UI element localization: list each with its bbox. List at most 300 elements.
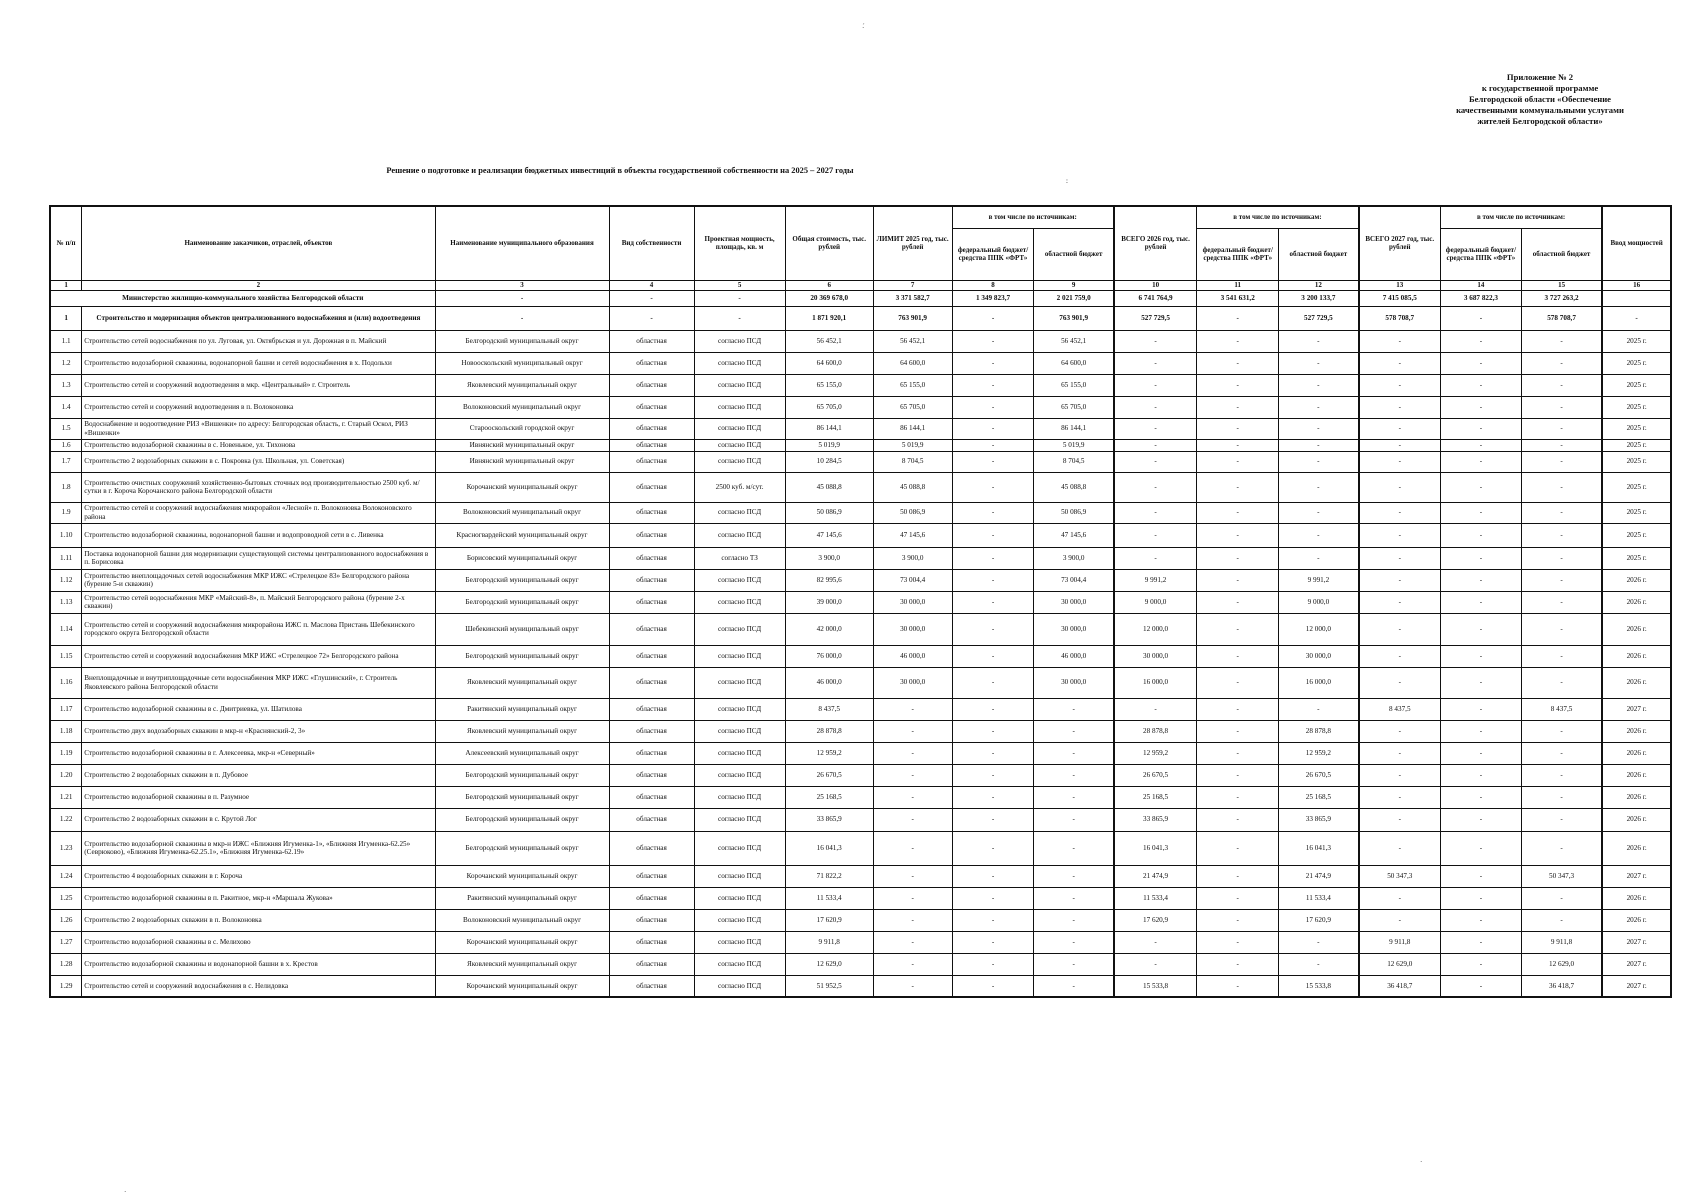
cell-municipality: Старооскольский городской округ [435,418,609,439]
cell-ownership: областная [609,352,694,374]
cell-capacity: согласно ПСД [694,569,785,591]
cell-ownership: областная [609,547,694,569]
cell-federal-2025: - [952,909,1034,931]
cell-total-2026: 28 878,8 [1114,720,1197,742]
cell-limit-2025: - [873,808,952,831]
cell-total-2027: - [1359,720,1441,742]
cell-regional-2026: - [1279,472,1359,502]
cell-municipality: Красногвардейский муниципальный округ [435,523,609,547]
cell-capacity: согласно ПСД [694,523,785,547]
cell-regional-2025: 65 705,0 [1034,396,1114,418]
cell-total-2026: 21 474,9 [1114,865,1197,887]
cell-regional-2025: 2 021 759,0 [1034,290,1114,306]
header-name: Наименование заказчиков, отраслей, объектов [82,206,435,280]
cell-federal-2027: - [1440,374,1521,396]
cell-no: 1.23 [50,831,82,865]
table-row [50,742,1671,764]
cell-total-2026: - [1114,698,1197,720]
cell-commissioning: 2025 г. [1602,502,1671,523]
cell-municipality: Белгородский муниципальный округ [435,808,609,831]
cell-total-2027: - [1359,374,1441,396]
cell-regional-2026: 28 878,8 [1279,720,1359,742]
cell-regional-2026: 12 000,0 [1279,613,1359,645]
cell-regional-2027: - [1521,831,1602,865]
cell-total-cost: 82 995,6 [785,569,873,591]
title-mark: : [1066,177,1068,185]
cell-capacity: согласно ПСД [694,786,785,808]
cell-no: 1.6 [50,439,82,451]
cell-total-2026: 15 533,8 [1114,975,1197,997]
cell-no: 1.8 [50,472,82,502]
cell-name: Строительство очистных сооружений хозяйственно-бытовых сточных вод производительностью 2500 куб. м/сутки в г. Короча Корочанского района Белгородской области [82,472,435,502]
header-federal-2025: федеральный бюджет/ средства ППК «ФРТ» [952,228,1034,280]
cell-name: Строительство внеплощадочных сетей водоснабжения МКР ИЖС «Стрелецкое 83» Белгородского района (бурение 5-и скважин) [82,569,435,591]
cell-regional-2026: - [1279,352,1359,374]
cell-name: Строительство сетей водоснабжения МКР «Майский-8», п. Майский Белгородского района (бурение 2-х скважин) [82,591,435,613]
cell-regional-2025: - [1034,953,1114,975]
header-capacity: Проектная мощность, площадь, кв. м [694,206,785,280]
cell-capacity: согласно ПСД [694,742,785,764]
cell-no: 1 [50,306,82,330]
cell-commissioning: 2025 г. [1602,396,1671,418]
header-sources-2026: в том числе по источникам: [1197,206,1359,228]
annex-line: к государственной программе [1481,83,1599,93]
cell-federal-2026: - [1197,396,1279,418]
cell-name: Строительство водозаборной скважины, водонапорной башни и сетей водоснабжения в х. Подольхи [82,352,435,374]
column-number: 3 [435,280,609,290]
cell-total-2026: - [1114,931,1197,953]
cell-municipality: Борисовский муниципальный округ [435,547,609,569]
cell-regional-2027: - [1521,909,1602,931]
cell-regional-2027: - [1521,418,1602,439]
cell-total-2026: - [1114,953,1197,975]
cell-total-cost: 28 878,8 [785,720,873,742]
cell-limit-2025: 46 000,0 [873,645,952,667]
cell-total-cost: 11 533,4 [785,887,873,909]
cell-federal-2025: - [952,418,1034,439]
cell-name: Строительство 2 водозаборных скважин в с. Покровка (ул. Школьная, ул. Советская) [82,451,435,472]
cell-regional-2027: - [1521,523,1602,547]
cell-commissioning: 2025 г. [1602,418,1671,439]
cell-commissioning: 2026 г. [1602,909,1671,931]
cell-name: Строительство водозаборной скважины в с. Дмитриевка, ул. Шатилова [82,698,435,720]
table-row [50,613,1671,645]
column-number: 7 [873,280,952,290]
cell-federal-2026: - [1197,569,1279,591]
cell-commissioning: 2027 г. [1602,698,1671,720]
cell-federal-2026: - [1197,502,1279,523]
cell-total-2026: 6 741 764,9 [1114,290,1197,306]
cell-name: Строительство 2 водозаборных скважин в п. Дубовое [82,764,435,786]
cell-federal-2026: - [1197,613,1279,645]
header-regional-2026: областной бюджет [1279,228,1359,280]
header-no: № п/п [50,206,82,280]
cell-limit-2025: - [873,909,952,931]
table-row [50,786,1671,808]
cell-total-2027: - [1359,887,1441,909]
cell-regional-2026: 9 991,2 [1279,569,1359,591]
table-row [50,352,1671,374]
cell-limit-2025: 3 371 582,7 [873,290,952,306]
cell-federal-2026: - [1197,953,1279,975]
cell-federal-2026: - [1197,931,1279,953]
cell-limit-2025: 3 900,0 [873,547,952,569]
cell-limit-2025: 30 000,0 [873,591,952,613]
cell-no: 1.9 [50,502,82,523]
cell-federal-2027: - [1440,613,1521,645]
cell-commissioning: 2025 г. [1602,451,1671,472]
cell-regional-2025: - [1034,808,1114,831]
cell-total-2027: - [1359,613,1441,645]
cell-regional-2026: - [1279,418,1359,439]
cell-capacity: согласно ПСД [694,645,785,667]
cell-regional-2026: 26 670,5 [1279,764,1359,786]
annex-line: качественными коммунальными услугами [1456,105,1624,115]
cell-regional-2025: 5 019,9 [1034,439,1114,451]
cell-no: 1.27 [50,931,82,953]
cell-total-cost: 65 705,0 [785,396,873,418]
cell-total-cost: 12 629,0 [785,953,873,975]
cell-regional-2026: 25 168,5 [1279,786,1359,808]
cell-total-cost: 26 670,5 [785,764,873,786]
cell-federal-2027: - [1440,502,1521,523]
cell-no: 1.28 [50,953,82,975]
cell-total-cost: 5 019,9 [785,439,873,451]
cell-federal-2026: - [1197,831,1279,865]
cell-no: 1.14 [50,613,82,645]
cell-ownership: областная [609,569,694,591]
cell-federal-2026: - [1197,667,1279,698]
cell-regional-2026: - [1279,439,1359,451]
cell-ownership: областная [609,374,694,396]
cell-regional-2027: - [1521,764,1602,786]
cell-federal-2027: - [1440,523,1521,547]
table-row [50,547,1671,569]
cell-capacity: - [694,306,785,330]
cell-name: Строительство 2 водозаборных скважин в с. Крутой Лог [82,808,435,831]
cell-federal-2027: - [1440,396,1521,418]
cell-municipality: - [435,306,609,330]
cell-no: 1.4 [50,396,82,418]
cell-capacity: согласно ПСД [694,698,785,720]
cell-federal-2027: - [1440,953,1521,975]
cell-ownership: областная [609,831,694,865]
cell-regional-2026: - [1279,330,1359,352]
cell-ownership: областная [609,330,694,352]
ministry-name: Министерство жилищно-коммунального хозяйства Белгородской области [50,290,435,306]
cell-total-cost: 39 000,0 [785,591,873,613]
cell-total-cost: 42 000,0 [785,613,873,645]
cell-municipality: Ивнянский муниципальный округ [435,439,609,451]
cell-ownership: областная [609,645,694,667]
cell-total-2026: 527 729,5 [1114,306,1197,330]
cell-total-cost: 12 959,2 [785,742,873,764]
cell-total-2026: - [1114,523,1197,547]
cell-no: 1.1 [50,330,82,352]
cell-limit-2025: 65 705,0 [873,396,952,418]
cell-ownership: областная [609,786,694,808]
cell-regional-2026: - [1279,931,1359,953]
cell-federal-2027: - [1440,887,1521,909]
cell-federal-2025: - [952,472,1034,502]
column-number: 10 [1114,280,1197,290]
cell-municipality: Ракитянский муниципальный округ [435,887,609,909]
cell-federal-2026: - [1197,720,1279,742]
cell-limit-2025: 8 704,5 [873,451,952,472]
cell-total-2027: - [1359,764,1441,786]
cell-federal-2026: - [1197,887,1279,909]
cell-federal-2027: - [1440,742,1521,764]
cell-total-2026: - [1114,352,1197,374]
cell-regional-2027: - [1521,547,1602,569]
cell-regional-2025: 46 000,0 [1034,645,1114,667]
annex-block [1420,72,1660,127]
cell-regional-2026: 11 533,4 [1279,887,1359,909]
cell-federal-2027: - [1440,909,1521,931]
cell-ownership: областная [609,720,694,742]
cell-ownership: областная [609,698,694,720]
cell-total-2027: - [1359,502,1441,523]
cell-federal-2026: - [1197,645,1279,667]
cell-federal-2025: - [952,887,1034,909]
cell-municipality: Корочанский муниципальный округ [435,472,609,502]
cell-commissioning: 2026 г. [1602,591,1671,613]
cell-municipality: Белгородский муниципальный округ [435,569,609,591]
cell-commissioning: 2025 г. [1602,439,1671,451]
cell-ownership: областная [609,764,694,786]
cell-no: 1.15 [50,645,82,667]
cell-regional-2027: - [1521,330,1602,352]
table-row [50,569,1671,591]
cell-name: Строительство сетей водоснабжения по ул. Луговая, ул. Октябрьская и ул. Дорожная в п. Майский [82,330,435,352]
cell-regional-2026: 33 865,9 [1279,808,1359,831]
cell-total-2027: 7 415 085,5 [1359,290,1441,306]
column-number: 6 [785,280,873,290]
cell-limit-2025: - [873,764,952,786]
cell-federal-2027: - [1440,831,1521,865]
cell-commissioning: 2026 г. [1602,742,1671,764]
table-row [50,591,1671,613]
cell-ownership: областная [609,887,694,909]
cell-regional-2025: - [1034,742,1114,764]
cell-total-2027: 578 708,7 [1359,306,1441,330]
cell-limit-2025: 73 004,4 [873,569,952,591]
column-number: 16 [1602,280,1671,290]
cell-ownership: областная [609,909,694,931]
cell-municipality: Ракитянский муниципальный округ [435,698,609,720]
header-total-2026: ВСЕГО 2026 год, тыс. рублей [1114,206,1197,280]
cell-regional-2027: - [1521,720,1602,742]
cell-no: 1.12 [50,569,82,591]
cell-no: 1.21 [50,786,82,808]
cell-federal-2027: - [1440,865,1521,887]
cell-federal-2027: - [1440,786,1521,808]
cell-regional-2025: 3 900,0 [1034,547,1114,569]
cell-federal-2027: - [1440,547,1521,569]
cell-total-cost: 16 041,3 [785,831,873,865]
cell-regional-2025: 30 000,0 [1034,591,1114,613]
cell-federal-2025: - [952,374,1034,396]
cell-total-2026: 30 000,0 [1114,645,1197,667]
cell-municipality: Белгородский муниципальный округ [435,591,609,613]
cell-municipality: Белгородский муниципальный округ [435,645,609,667]
cell-name: Строительство водозаборной скважины и водонапорной башни в х. Крестов [82,953,435,975]
column-number: 15 [1521,280,1602,290]
cell-name: Строительство сетей и сооружений водоотведения в мкр. «Центральный» г. Строитель [82,374,435,396]
cell-total-cost: 51 952,5 [785,975,873,997]
cell-total-2026: 12 959,2 [1114,742,1197,764]
cell-total-2027: - [1359,451,1441,472]
cell-regional-2025: - [1034,720,1114,742]
column-number: 1 [50,280,82,290]
cell-total-2027: - [1359,418,1441,439]
cell-ownership: областная [609,953,694,975]
cell-regional-2026: 21 474,9 [1279,865,1359,887]
cell-municipality: Новооскольский муниципальный округ [435,352,609,374]
cell-name: Строительство водозаборной скважины в мкр-н ИЖС «Ближняя Игуменка-1», «Ближняя Игуменка-62.25» (Севрюково), «Ближняя Игуменка-62.25.1», «Ближняя Игуменка-62.19» [82,831,435,865]
cell-regional-2025: 763 901,9 [1034,306,1114,330]
ministry-total-row [50,290,1671,306]
cell-no: 1.13 [50,591,82,613]
cell-federal-2026: - [1197,418,1279,439]
cell-total-2027: - [1359,786,1441,808]
cell-total-2026: - [1114,374,1197,396]
cell-total-cost: 33 865,9 [785,808,873,831]
cell-commissioning: 2026 г. [1602,569,1671,591]
cell-regional-2025: 56 452,1 [1034,330,1114,352]
cell-total-2026: 11 533,4 [1114,887,1197,909]
cell-limit-2025: 763 901,9 [873,306,952,330]
cell-federal-2025: - [952,931,1034,953]
cell-ownership: областная [609,472,694,502]
cell-limit-2025: - [873,698,952,720]
cell-total-2026: - [1114,451,1197,472]
cell-federal-2027: - [1440,720,1521,742]
cell-total-2027: 8 437,5 [1359,698,1441,720]
cell-municipality: - [435,290,609,306]
cell-limit-2025: - [873,887,952,909]
cell-total-2026: - [1114,330,1197,352]
cell-limit-2025: - [873,953,952,975]
cell-federal-2025: - [952,764,1034,786]
cell-total-2026: 16 000,0 [1114,667,1197,698]
cell-name: Строительство водозаборной скважины в п. Ракитное, мкр-н «Маршала Жукова» [82,887,435,909]
column-number: 12 [1279,280,1359,290]
cell-capacity: согласно ПСД [694,909,785,931]
cell-commissioning: 2027 г. [1602,865,1671,887]
cell-commissioning: 2026 г. [1602,808,1671,831]
cell-ownership: областная [609,439,694,451]
cell-regional-2026: 3 200 133,7 [1279,290,1359,306]
cell-total-cost: 86 144,1 [785,418,873,439]
cell-total-2026: - [1114,502,1197,523]
cell-total-2027: - [1359,808,1441,831]
cell-commissioning: 2026 г. [1602,667,1671,698]
cell-federal-2026: - [1197,591,1279,613]
cell-federal-2026: - [1197,547,1279,569]
cell-ownership: областная [609,808,694,831]
cell-federal-2027: - [1440,975,1521,997]
cell-federal-2025: - [952,975,1034,997]
cell-regional-2027: - [1521,352,1602,374]
cell-commissioning [1602,290,1671,306]
cell-regional-2027: - [1521,591,1602,613]
cell-no: 1.10 [50,523,82,547]
cell-total-2027: - [1359,645,1441,667]
cell-no: 1.22 [50,808,82,831]
cell-limit-2025: 50 086,9 [873,502,952,523]
cell-commissioning: 2026 г. [1602,764,1671,786]
cell-limit-2025: - [873,931,952,953]
cell-total-cost: 20 369 678,0 [785,290,873,306]
cell-name: Строительство водозаборной скважины в с. Мелихово [82,931,435,953]
cell-federal-2027: - [1440,808,1521,831]
cell-total-2027: - [1359,667,1441,698]
cell-total-cost: 47 145,6 [785,523,873,547]
cell-regional-2027: - [1521,742,1602,764]
cell-federal-2027: - [1440,439,1521,451]
cell-name: Строительство сетей и сооружений водоснабжения МКР ИЖС «Стрелецкое 72» Белгородского района [82,645,435,667]
cell-capacity: согласно ПСД [694,502,785,523]
cell-capacity: согласно ПСД [694,887,785,909]
cell-federal-2027: - [1440,764,1521,786]
cell-regional-2025: - [1034,865,1114,887]
cell-total-2027: 12 629,0 [1359,953,1441,975]
cell-commissioning: 2025 г. [1602,523,1671,547]
cell-municipality: Яковлевский муниципальный округ [435,374,609,396]
cell-commissioning: 2026 г. [1602,720,1671,742]
column-number: 13 [1359,280,1441,290]
cell-federal-2026: - [1197,472,1279,502]
cell-regional-2025: 73 004,4 [1034,569,1114,591]
table-row [50,374,1671,396]
cell-regional-2026: - [1279,523,1359,547]
cell-regional-2027: - [1521,396,1602,418]
cell-municipality: Белгородский муниципальный округ [435,764,609,786]
cell-capacity: согласно ТЗ [694,547,785,569]
cell-ownership: областная [609,975,694,997]
cell-commissioning: 2026 г. [1602,645,1671,667]
cell-ownership: областная [609,931,694,953]
cell-ownership: - [609,290,694,306]
cell-commissioning: 2025 г. [1602,472,1671,502]
cell-regional-2025: 45 088,8 [1034,472,1114,502]
cell-regional-2027: 36 418,7 [1521,975,1602,997]
cell-regional-2025: - [1034,786,1114,808]
header-municipality: Наименование муниципального образования [435,206,609,280]
cell-regional-2027: - [1521,887,1602,909]
cell-limit-2025: 56 452,1 [873,330,952,352]
cell-total-2026: 9 991,2 [1114,569,1197,591]
cell-capacity: согласно ПСД [694,720,785,742]
cell-total-cost: 50 086,9 [785,502,873,523]
cell-federal-2025: 1 349 823,7 [952,290,1034,306]
scan-speck: · [1420,1158,1423,1166]
cell-capacity: согласно ПСД [694,396,785,418]
cell-regional-2027: - [1521,569,1602,591]
cell-federal-2025: - [952,667,1034,698]
cell-total-2026: 33 865,9 [1114,808,1197,831]
cell-total-2027: - [1359,330,1441,352]
column-number-row [50,280,1671,290]
table-row [50,451,1671,472]
table-row [50,472,1671,502]
header-limit-2025: ЛИМИТ 2025 год, тыс. рублей [873,206,952,280]
cell-total-cost: 1 871 920,1 [785,306,873,330]
cell-federal-2027: - [1440,330,1521,352]
header-sources-2025: в том числе по источникам: [952,206,1114,228]
cell-regional-2026: 16 000,0 [1279,667,1359,698]
